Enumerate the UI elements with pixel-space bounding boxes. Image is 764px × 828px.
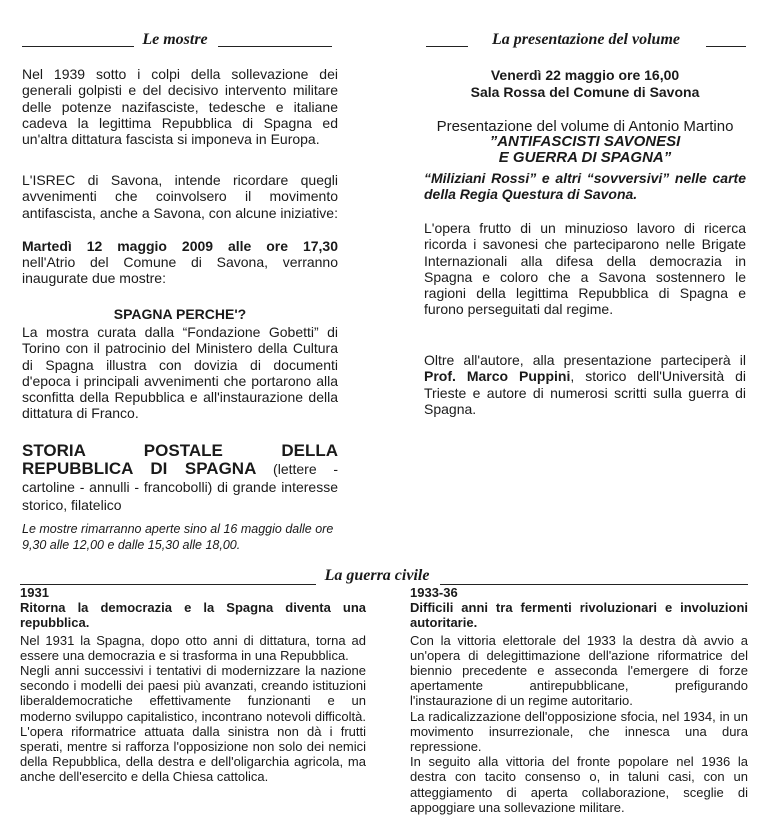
guerra-right-column	[410, 585, 748, 815]
exhibit2-paragraph	[22, 442, 338, 514]
guerra-left-title: Ritorna la democrazia e la Spagna diventa una repubblica.	[20, 600, 366, 631]
volume-intro: Presentazione del volume di Antonio Martino	[436, 118, 734, 135]
guerra-left-column	[20, 585, 366, 785]
exhibit2-text: (lettere - cartoline - annulli - francobolli) di grande interesse storico, filatelico	[22, 461, 338, 513]
mostre-date-rest: nell'Atrio del Comune di Savona, verranno inaugurate due mostre:	[22, 254, 338, 287]
mostre-intro: Nel 1939 sotto i colpi della sollevazione dei generali golpisti e del decisivo intervento militare delle potenze nazifasciste, tedesche e italiane cadeva la legittima Repubblica di Spagna ed un'altra dittatura fascista si imponeva in Europa.	[22, 66, 338, 148]
volume-place-line: Sala Rossa del Comune di Savona	[470, 84, 700, 100]
exhibit2-title: STORIA POSTALE DELLA REPUBBLICA DI SPAGNA	[22, 441, 338, 478]
mostre-isrec: L'ISREC di Savona, intende ricordare quegli avvenimenti che coinvolsero il movimento antifascista, anche a Savona, con alcune iniziative:	[22, 172, 338, 221]
mostre-date-line: Martedì 12 maggio 2009 alle ore 17,30	[22, 238, 338, 254]
volume-speakers-post: , storico dell'Università di Trieste e autore di numerosi scritti sulla guerra di Spagna.	[424, 368, 746, 417]
guerra-left-p2: Negli anni successivi i tentativi di modernizzare la nazione secondo i modelli dei paesi più avanzati, creando istituzioni liberaldemocratiche effettivamente funzionanti e un moderno sviluppo capitalistico, incontrano notevoli difficoltà. L'opera riformatrice attuata dalla sinistra non dà i frutti sperati, mentre si rafforza l'opposizione non solo dei nemici della Repubblica, della destra e dell'oligarchia agricola, ma anche dell'esercito e della Chiesa cattolica.	[20, 663, 366, 785]
volume-rule-right	[706, 46, 746, 47]
mostre-rule-left	[22, 46, 134, 47]
guerra-right-p1: Con la vittoria elettorale del 1933 la destra dà avvio a un'opera di delegittimazione dell'azione riformatrice del biennio precedente e asseconda l'emergere di forze apertamente antirepubblicane, prefigurando l'instaurazione di un regime autoritario.	[410, 632, 748, 709]
guerra-left-p1: Nel 1931 la Spagna, dopo otto anni di dittatura, torna ad essere una democrazia e si trasforma in una Repubblica.	[20, 632, 366, 663]
guerra-right-year: 1933-36	[410, 585, 458, 600]
volume-title-line2: E GUERRA DI SPAGNA”	[498, 149, 672, 166]
guerra-heading: La guerra civile	[324, 567, 430, 584]
mostre-hours: Le mostre rimarranno aperte sino al 16 maggio dalle ore 9,30 alle 12,00 e dalle 15,30 alle 18,00.	[22, 522, 334, 552]
guerra-right-p2: La radicalizzazione dell'opposizione sfocia, nel 1934, in un movimento insurrezionale, che innesca una dura repressione.	[410, 708, 748, 755]
volume-title-line1: ”ANTIFASCISTI SAVONESI	[489, 133, 681, 150]
guerra-left-year: 1931	[20, 585, 49, 600]
volume-speakers	[424, 352, 746, 417]
guerra-right-title: Difficili anni tra fermenti rivoluzionari e involuzioni autoritarie.	[410, 600, 748, 631]
volume-rule-left	[426, 46, 468, 47]
volume-subtitle: “Miliziani Rossi” e altri “sovversivi” nelle carte della Regia Questura di Savona.	[424, 170, 746, 203]
volume-date-line: Venerdì 22 maggio ore 16,00	[490, 67, 680, 83]
mostre-heading: Le mostre	[142, 31, 208, 48]
volume-body: L'opera frutto di un minuzioso lavoro di ricerca ricorda i savonesi che parteciparono nelle Brigate Internazionali alla difesa della democrazia in Spagna e coloro che a Savona sostennero le ragioni della legittima Repubblica di Spagna e furono perseguitati dal regime.	[424, 220, 746, 318]
volume-speaker-name: Prof. Marco Puppini	[424, 368, 571, 385]
exhibit1-text: La mostra curata dalla “Fondazione Gobetti” di Torino con il patrocinio del Ministero della Cultura di Spagna illustra con dovizia di documenti d'epoca i principali avvenimenti che portarono alla sconfitta della Repubblica e all'instaurazione della dittatura di Franco.	[22, 324, 338, 422]
volume-heading: La presentazione del volume	[492, 31, 680, 48]
mostre-rule-right	[218, 46, 332, 47]
exhibit1-title: SPAGNA PERCHE'?	[113, 306, 247, 322]
guerra-right-p3: In seguito alla vittoria del fronte popolare nel 1936 la destra con tacito consenso o, in taluni casi, con un atteggiamento di aperta collaborazione, sceglie di appoggiare una sollevazione militare.	[410, 754, 748, 815]
volume-speakers-pre: Oltre all'autore, alla presentazione parteciperà il	[424, 352, 746, 368]
exhibit2-block	[22, 442, 338, 514]
